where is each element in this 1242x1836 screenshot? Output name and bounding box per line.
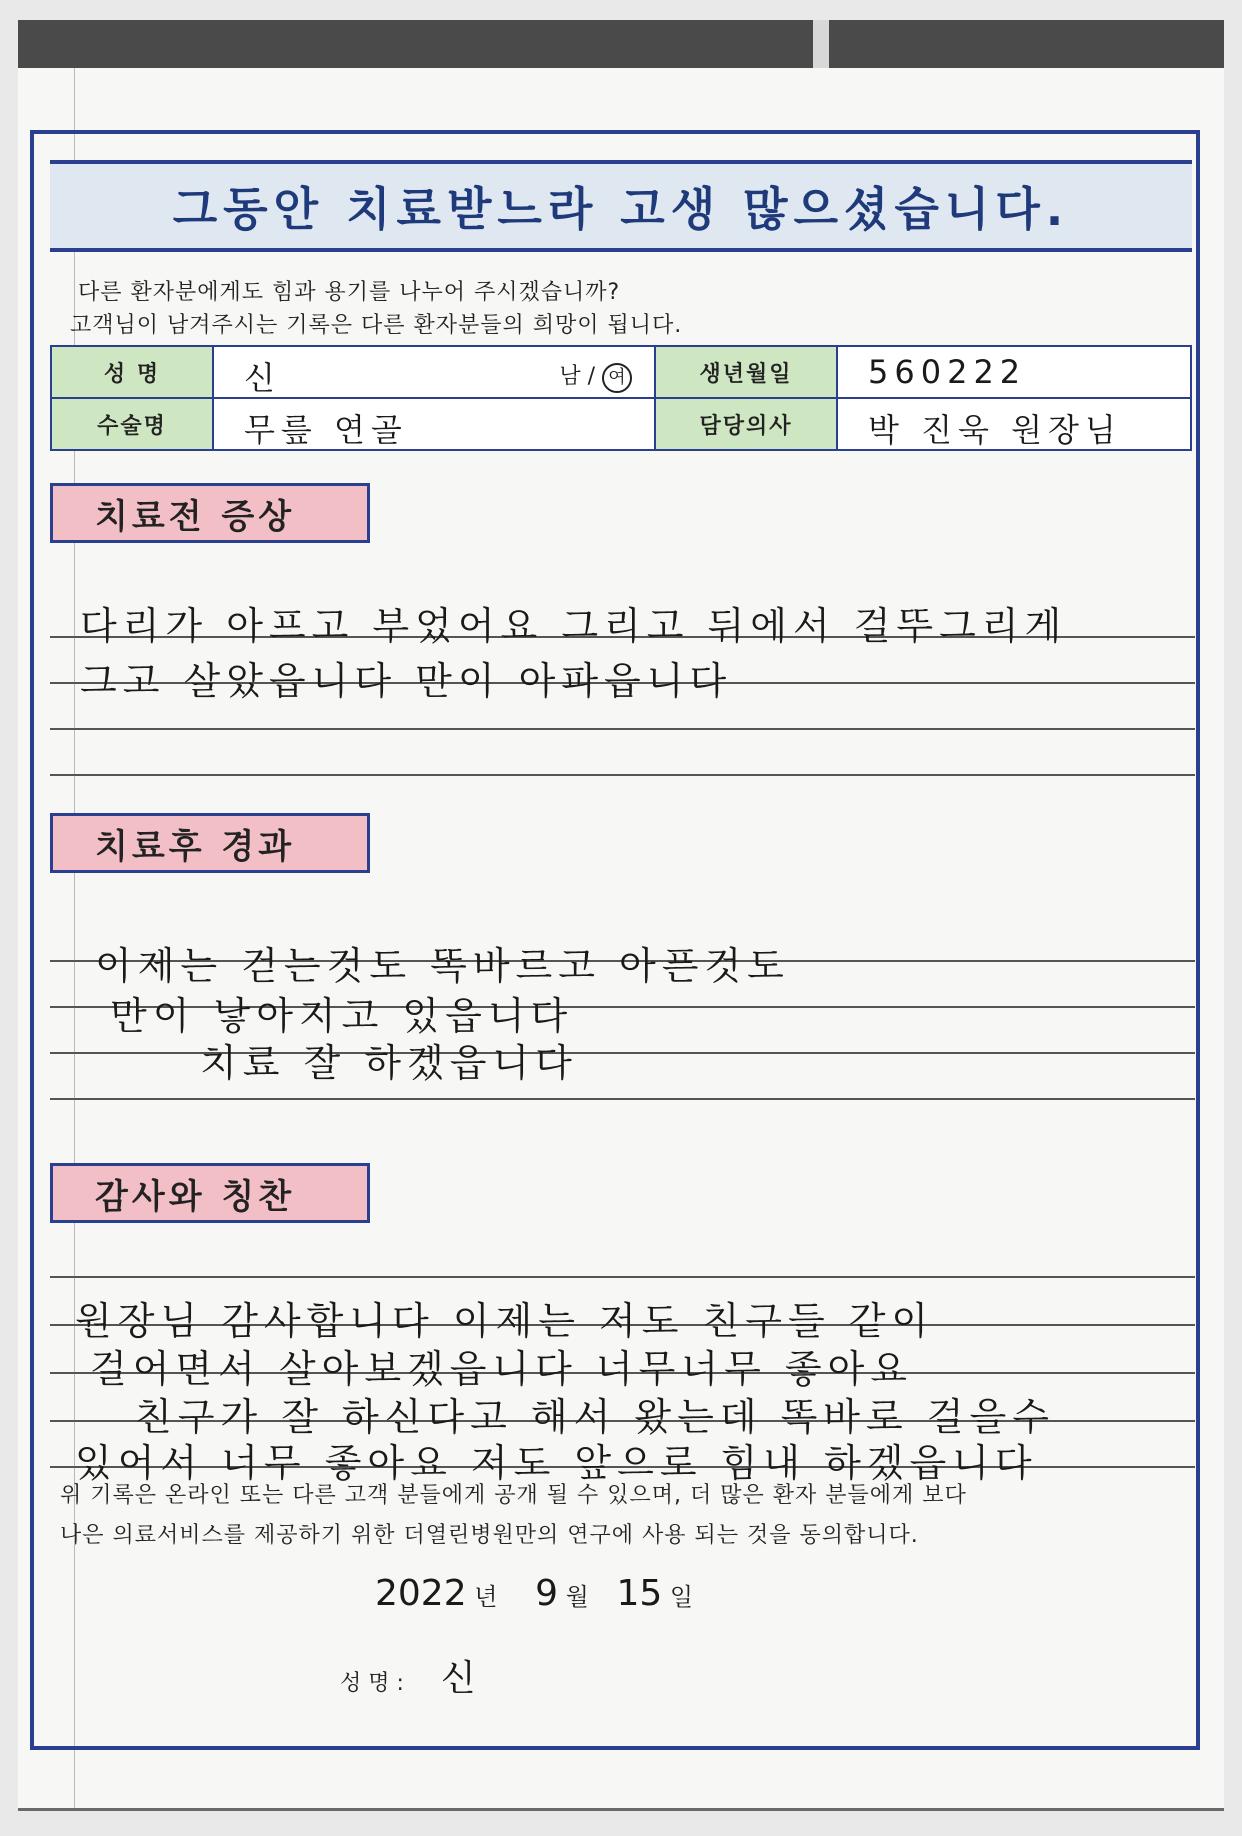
date-row <box>375 1573 693 1614</box>
signature-value: 신 <box>440 1658 506 1699</box>
thanks-handwriting-2: 걸어면서 살아보겠읍니다 너무너무 좋아요 <box>90 1347 913 1391</box>
sex-selector <box>559 359 632 393</box>
doctor-cell <box>837 398 1191 450</box>
doctor-value: 박 진욱 원장님 <box>868 411 1122 449</box>
after-handwriting-2: 만이 낳아지고 있읍니다 <box>110 994 574 1038</box>
section-after-label: 치료후 경과 <box>50 813 370 873</box>
birth-label: 생년월일 <box>655 346 837 398</box>
name-value: 신 <box>244 359 281 397</box>
date-month: 9 <box>535 1573 558 1614</box>
thanks-handwriting-1: 원장님 감사합니다 이제는 저도 친구들 같이 <box>75 1299 935 1343</box>
doctor-label: 담당의사 <box>655 398 837 450</box>
date-year-label: 년 <box>474 1583 498 1611</box>
before-handwriting-1: 다리가 아프고 부었어요 그리고 뒤에서 걸뚜그리게 <box>80 604 1068 648</box>
signature-label: 성 명 : <box>340 1671 404 1696</box>
date-day: 15 <box>616 1573 663 1614</box>
birth-value: 560222 <box>868 353 1027 391</box>
title-band <box>50 160 1192 252</box>
rule-line <box>50 774 1195 776</box>
section-thanks-label: 감사와 칭찬 <box>50 1163 370 1223</box>
date-year: 2022 <box>375 1573 467 1614</box>
surgery-cell <box>213 398 655 450</box>
intro-line-1: 다른 환자분에게도 힘과 용기를 나누어 주시겠습니까? <box>78 280 621 305</box>
name-cell <box>213 346 655 398</box>
signature-row <box>340 1650 506 1701</box>
date-month-label: 월 <box>565 1583 589 1611</box>
name-label: 성 명 <box>51 346 213 398</box>
after-handwriting-1: 이제는 걷는것도 똑바르고 아픈것도 <box>95 944 790 988</box>
patient-info-table <box>50 345 1192 451</box>
rule-line <box>50 1276 1195 1278</box>
intro-line-2: 고객님이 남겨주시는 기록은 다른 환자분들의 희망이 됩니다. <box>70 313 683 338</box>
thanks-handwriting-4: 있어서 너무 좋아요 저도 앞으로 힘내 하겠읍니다 <box>75 1441 1038 1485</box>
section-before-label: 치료전 증상 <box>50 483 370 543</box>
birth-cell <box>837 346 1191 398</box>
after-handwriting-3: 치료 잘 하겠읍니다 <box>200 1041 578 1085</box>
date-day-label: 일 <box>669 1583 694 1611</box>
rule-line <box>50 728 1195 730</box>
consent-line-1: 위 기록은 온라인 또는 다른 고객 분들에게 공개 될 수 있으며, 더 많은 환자 분들에게 보다 <box>60 1483 967 1508</box>
thanks-handwriting-3: 친구가 잘 하신다고 해서 왔는데 똑바로 걸을수 <box>135 1395 1055 1439</box>
rule-line <box>50 1098 1195 1100</box>
surgery-label: 수술명 <box>51 398 213 450</box>
scan-top-edge <box>18 20 1224 68</box>
consent-line-2: 나은 의료서비스를 제공하기 위한 더열린병원만의 연구에 사용 되는 것을 동의합니다. <box>60 1523 919 1548</box>
before-handwriting-2: 그고 살았읍니다 만이 아파읍니다 <box>80 659 733 703</box>
surgery-value: 무릎 연골 <box>244 411 408 449</box>
page-title: 그동안 치료받느라 고생 많으셨습니다. <box>172 182 1070 236</box>
scan-notch <box>813 20 829 68</box>
sex-female-circled: 여 <box>602 363 632 393</box>
sex-male-label: 남 / <box>559 364 595 389</box>
scan-bottom-edge <box>18 1808 1224 1811</box>
